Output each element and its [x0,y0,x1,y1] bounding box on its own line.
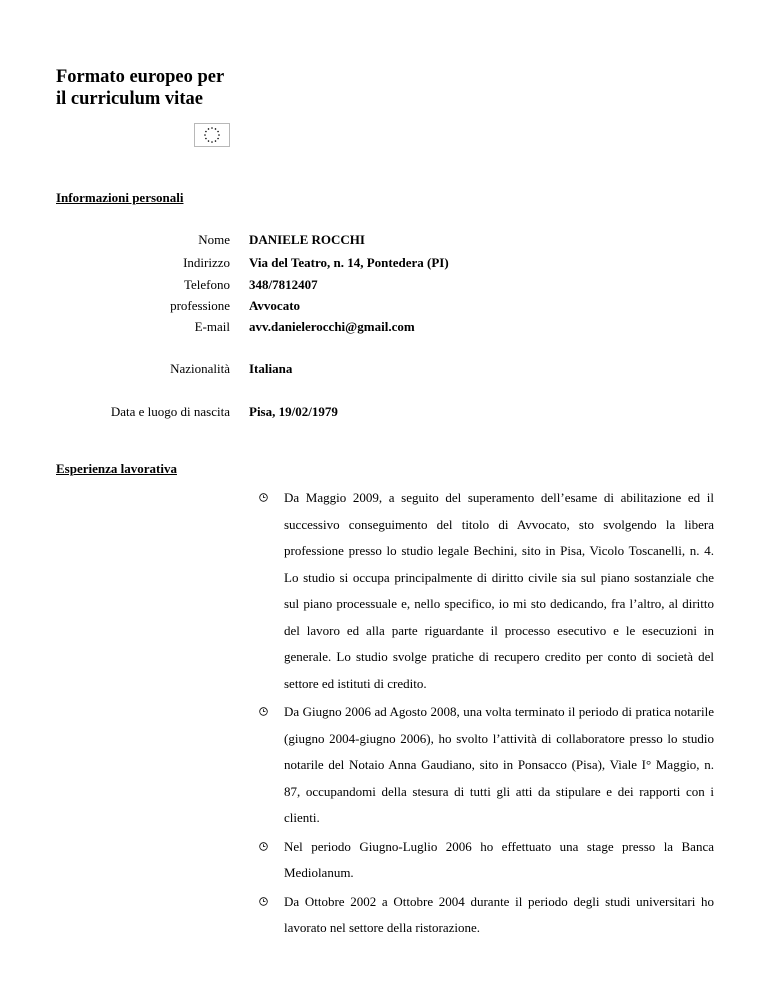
flag-star [218,134,220,136]
clock-bullet-icon [259,897,268,906]
value-nazionalita: Italiana [249,361,293,376]
title-line-1: Formato europeo per [56,67,225,87]
section-heading-personal: Informazioni personali [56,190,184,205]
value-telefono: 348/7812407 [249,277,318,292]
value-professione: Avvocato [249,298,301,313]
value-email: avv.danielerocchi@gmail.com [249,319,415,334]
flag-star [211,127,213,129]
clock-bullet-icon [259,707,268,716]
flag-star [204,134,206,136]
value-nome: DANIELE ROCCHI [249,232,365,247]
label-nome: Nome [198,232,230,247]
label-indirizzo: Indirizzo [183,255,230,270]
experience-item [284,889,714,942]
clock-bullet-icon [259,493,268,502]
label-email: E-mail [194,319,230,334]
label-data-luogo-nascita: Data e luogo di nascita [110,404,230,419]
flag-star [215,140,217,142]
title-line-2: il curriculum vitae [56,89,203,109]
eu-flag-icon [194,123,230,147]
label-nazionalita: Nazionalità [170,361,230,376]
flag-star [211,141,213,143]
value-indirizzo: Via del Teatro, n. 14, Pontedera (PI) [249,255,449,270]
label-professione: professione [170,298,230,313]
flag-star [215,128,217,130]
section-heading-experience: Esperienza lavorativa [56,461,177,476]
experience-text: Da Giugno 2006 ad Agosto 2008, una volta terminato il periodo di pratica notarile (giugno 2004-giugno 2006), ho svolto l’attività di collaboratore presso lo studio notarile del Notaio Anna Gaudiano, sito in Ponsacco (Pisa), Viale I° Maggio, n. 87, occupandomi della stesura di tutti gli atti da stipulare e dei rapporti con i clienti. [284,704,714,825]
flag-star [217,131,219,133]
flag-star [205,138,207,140]
flag-star [208,140,210,142]
experience-item [284,485,714,697]
experience-text: Nel periodo Giugno-Luglio 2006 ho effettuato una stage presso la Banca Mediolanum. [284,838,714,880]
flag-star [208,128,210,130]
flag-star [205,131,207,133]
experience-item [284,699,714,832]
experience-list [284,485,714,944]
flag-star [217,138,219,140]
experience-item [284,834,714,887]
document-title [56,66,224,110]
clock-bullet-icon [259,842,268,851]
experience-text: Da Maggio 2009, a seguito del superamento dell’esame di abilitazione ed il successivo conseguimento del titolo di Avvocato, sto svolgendo la libera professione presso lo studio legale Bechini, sito in Pisa, Vicolo Toscanelli, n. 4. Lo studio si occupa principalmente di diritto civile sia sul piano sostanziale che sul piano processuale e, nello specifico, io mi sto dedicando, fra l’altro, al diritto del lavoro ed alla parte riguardante il processo esecutivo e le esecuzioni in generale. Lo studio svolge pratiche di recupero credito per conto di società del settore ed istituti di credito. [284,490,714,691]
value-data-luogo-nascita: Pisa, 19/02/1979 [249,404,338,419]
experience-text: Da Ottobre 2002 a Ottobre 2004 durante il periodo degli studi universitari ho lavorato nel settore della ristorazione. [284,893,714,935]
label-telefono: Telefono [183,277,230,292]
